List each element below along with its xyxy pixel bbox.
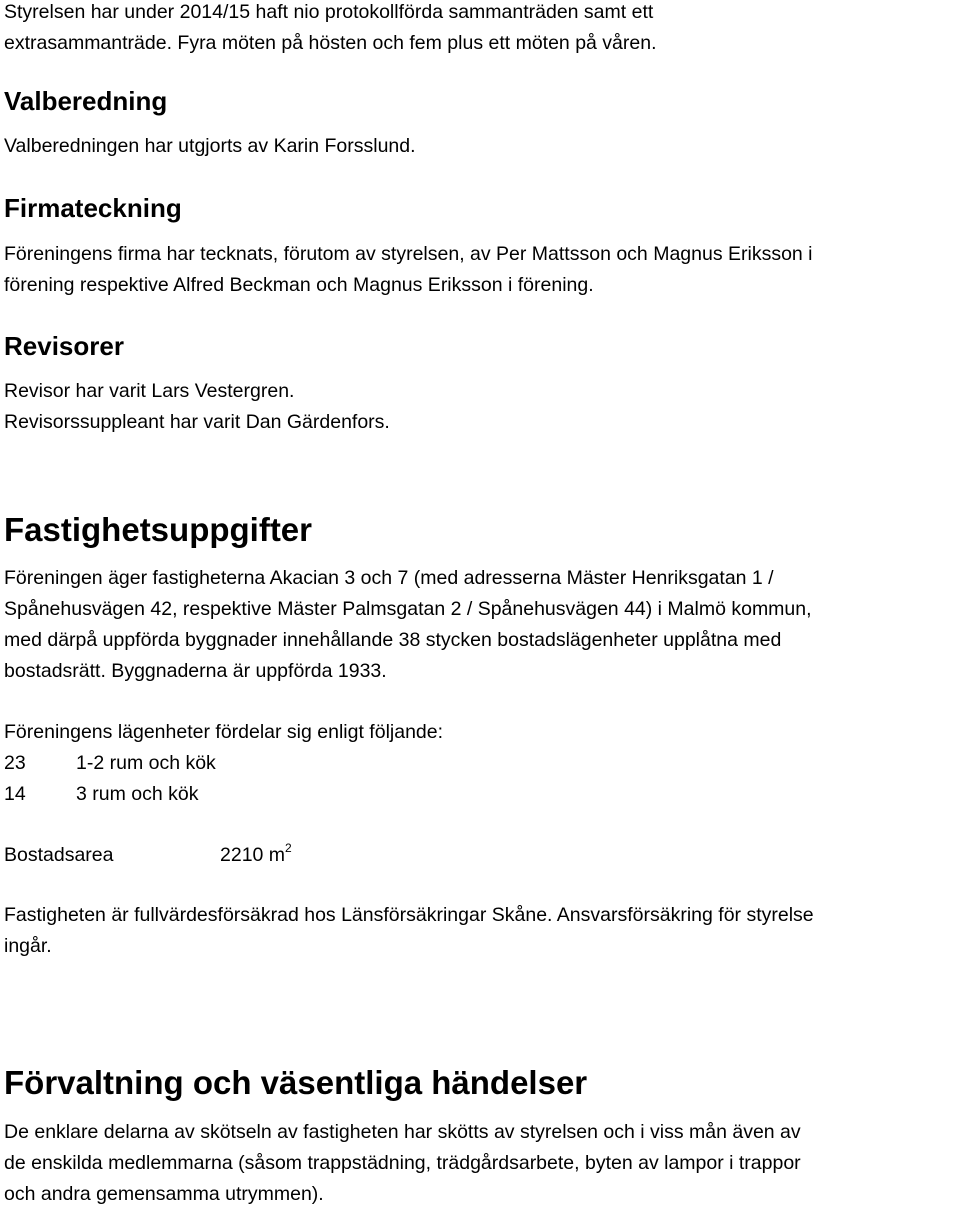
apartment-row [4,748,958,779]
area-label: Bostadsarea [4,844,114,866]
intro-line: extrasammanträde. Fyra möten på hösten och fem plus ett möten på våren. [4,32,657,54]
fastighetsuppgifter-line: Spånehusvägen 42, respektive Mäster Palmsgatan 2 / Spånehusvägen 44) i Malmö kommun, [4,598,812,620]
apartment-row [4,779,958,810]
fastighetsuppgifter-paragraph [4,563,958,687]
forvaltning-paragraph [4,1117,958,1210]
apartments-intro: Föreningens lägenheter fördelar sig enligt följande: [4,721,444,743]
insurance-line: Fastigheten är fullvärdesförsäkrad hos Länsförsäkringar Skåne. Ansvarsförsäkring för styrelse [4,904,814,926]
firmateckning-paragraph [4,239,958,301]
apartments-section [4,717,958,810]
intro-line: Styrelsen har under 2014/15 haft nio protokollförda sammanträden samt ett [4,1,654,23]
forvaltning-line: och andra gemensamma utrymmen). [4,1183,324,1205]
firmateckning-line: förening respektive Alfred Beckman och Magnus Eriksson i förening. [4,274,594,296]
fastighetsuppgifter-line: med därpå uppförda byggnader innehållande 38 stycken bostadslägenheter upplåtna med [4,629,782,651]
area-value [220,840,292,871]
valberedning-line: Valberedningen har utgjorts av Karin Forsslund. [4,135,416,157]
apartment-count: 14 [4,783,26,805]
area-superscript: 2 [285,841,292,855]
revisorer-paragraph [4,376,958,438]
forvaltning-heading: Förvaltning och väsentliga händelser [4,1064,588,1101]
insurance-paragraph [4,900,958,962]
intro-paragraph [4,0,958,59]
firmateckning-heading: Firmateckning [4,193,182,223]
forvaltning-line: de enskilda medlemmarna (såsom trappstädning, trädgårdsarbete, byten av lampor i trappor [4,1152,801,1174]
apartment-type: 3 rum och kök [76,783,199,805]
forvaltning-line: De enklare delarna av skötseln av fastigheten har skötts av styrelsen och i viss mån även av [4,1121,801,1143]
fastighetsuppgifter-line: bostadsrätt. Byggnaderna är uppförda 1933. [4,660,387,682]
fastighetsuppgifter-heading: Fastighetsuppgifter [4,511,313,548]
valberedning-paragraph [4,131,958,162]
revisorer-line: Revisor har varit Lars Vestergren. [4,380,295,402]
area-number: 2210 m [220,844,286,866]
area-row [4,840,958,871]
apartment-count: 23 [4,752,26,774]
insurance-line: ingår. [4,935,52,957]
fastighetsuppgifter-line: Föreningen äger fastigheterna Akacian 3 och 7 (med adresserna Mäster Henriksgatan 1 / [4,567,774,589]
revisorer-heading: Revisorer [4,331,124,361]
revisorer-line: Revisorssuppleant har varit Dan Gärdenfors. [4,411,390,433]
firmateckning-line: Föreningens firma har tecknats, förutom av styrelsen, av Per Mattsson och Magnus Eriksson i [4,243,813,265]
valberedning-heading: Valberedning [4,86,168,116]
apartment-type: 1-2 rum och kök [76,752,216,774]
